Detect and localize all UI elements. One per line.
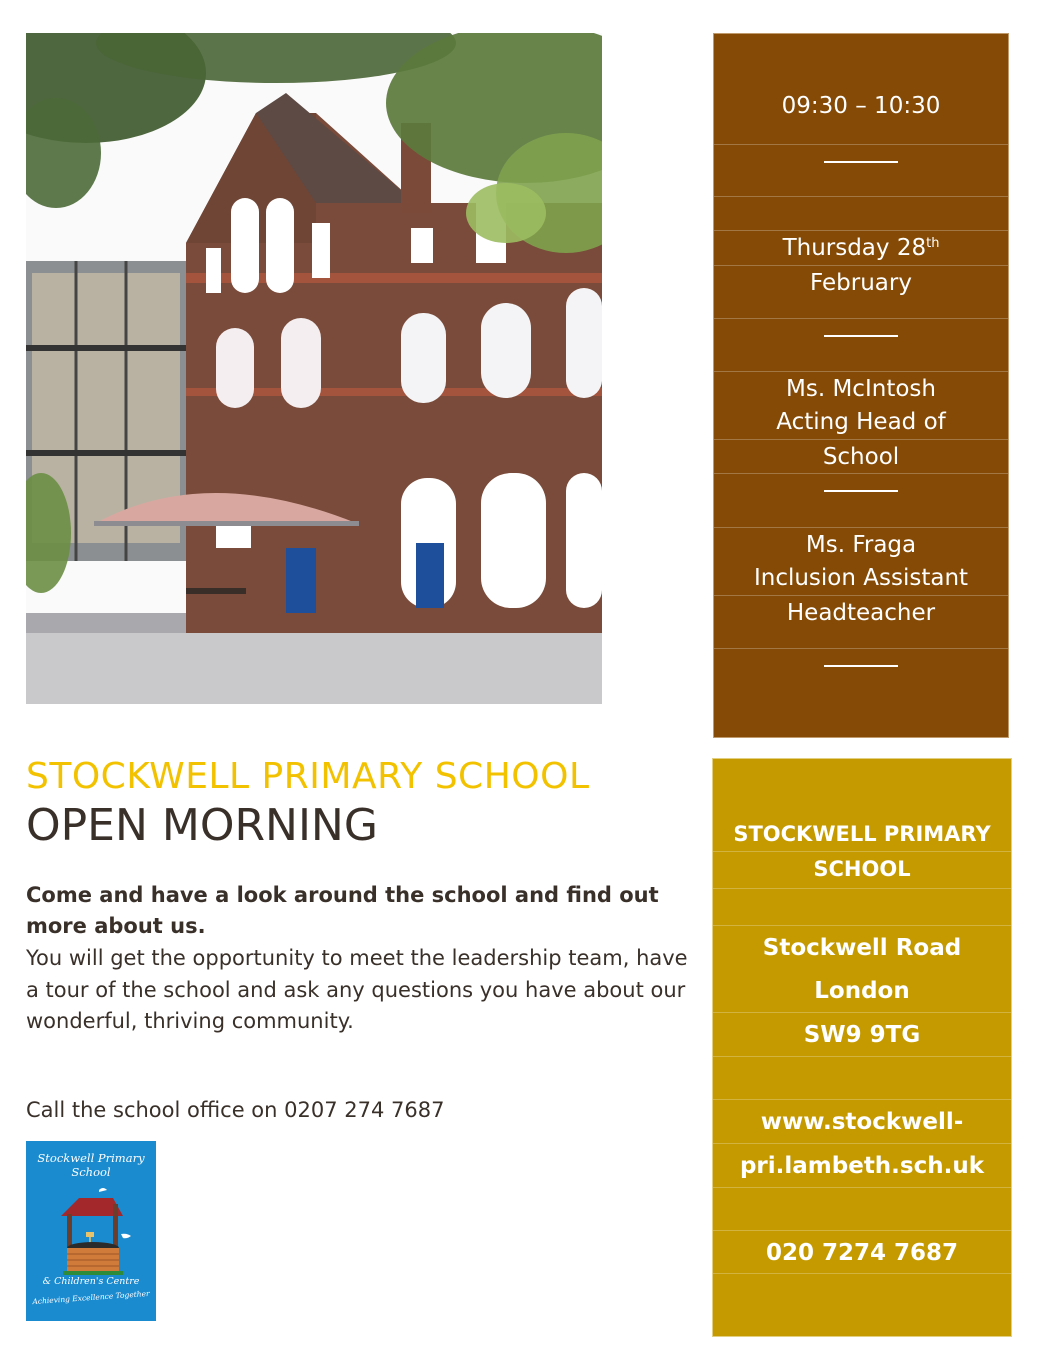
event-title-heading: OPEN MORNING <box>26 800 378 851</box>
phone-number: 020 7274 7687 <box>765 1240 959 1266</box>
event-date-month-row <box>714 265 1008 300</box>
spacer-row <box>713 1187 1011 1231</box>
contact-school-name-row-2 <box>713 851 1011 886</box>
host-2-name: Ms. Fraga <box>805 532 917 558</box>
host-2-name-row <box>714 527 1008 562</box>
host-2-role-row <box>714 561 1008 595</box>
contact-school-name-row <box>713 817 1011 851</box>
building-illustration <box>26 33 602 704</box>
logo-title-line-1: Stockwell Primary <box>37 1151 145 1165</box>
logo-title <box>26 1151 156 1179</box>
divider-row <box>714 318 1008 371</box>
address-city: London <box>814 978 910 1004</box>
call-to-action: Call the school office on 0207 274 7687 <box>26 1098 445 1122</box>
host-1-role-cont: School <box>822 444 900 470</box>
host-2-role-cont: Headteacher <box>786 600 936 626</box>
divider-row <box>714 648 1008 701</box>
divider-rule <box>824 665 898 667</box>
address-street-row <box>713 925 1011 970</box>
spacer-row <box>713 888 1011 926</box>
address-street: Stockwell Road <box>762 935 962 961</box>
host-2-role-row-2 <box>714 595 1008 630</box>
divider-row <box>714 473 1008 526</box>
contact-school-name: STOCKWELL PRIMARY <box>733 822 991 846</box>
host-2-role: Inclusion Assistant <box>753 565 969 591</box>
spacer-row <box>713 1056 1011 1100</box>
website-row[interactable] <box>713 1099 1011 1144</box>
divider-row <box>714 144 1008 197</box>
school-building-photo <box>26 33 602 704</box>
event-date-month: February <box>810 270 912 296</box>
divider-rule <box>824 490 898 492</box>
event-date <box>714 230 1008 265</box>
lead-paragraph: Come and have a look around the school and find out more about us. <box>26 883 659 938</box>
school-logo <box>26 1141 156 1321</box>
spacer-row <box>713 1273 1011 1334</box>
website-link[interactable]: www.stockwell- <box>760 1109 964 1135</box>
contact-details-panel <box>712 758 1012 1337</box>
address-postcode-row <box>713 1012 1011 1057</box>
event-date-day: Thursday 28 <box>782 235 927 261</box>
website-row-2[interactable] <box>713 1143 1011 1188</box>
website-link-cont[interactable]: pri.lambeth.sch.uk <box>739 1153 985 1179</box>
spacer-row <box>714 196 1008 231</box>
host-1-role-row-2 <box>714 439 1008 474</box>
event-details-panel <box>713 33 1009 738</box>
logo-motto: Achieving Excellence Together <box>32 1288 150 1307</box>
phone-row <box>713 1230 1011 1275</box>
school-name-heading: STOCKWELL PRIMARY SCHOOL <box>26 756 590 797</box>
divider-rule <box>824 335 898 337</box>
logo-subtitle: & Children's Centre <box>42 1276 140 1287</box>
contact-school-name-cont: SCHOOL <box>813 857 911 881</box>
host-1-name: Ms. McIntosh <box>786 376 936 402</box>
host-1-role-row <box>714 405 1008 439</box>
address-postcode: SW9 9TG <box>803 1022 921 1048</box>
event-date-suffix: th <box>926 236 940 251</box>
event-time <box>714 89 1008 123</box>
divider-rule <box>824 161 898 163</box>
address-city-row <box>713 969 1011 1013</box>
wishing-well-icon <box>51 1186 136 1276</box>
event-time-text: 09:30 – 10:30 <box>781 93 941 119</box>
host-1-name-row <box>714 371 1008 406</box>
description-paragraph: You will get the opportunity to meet the leadership team, have a tour of the school and ask any questions you have about our wonderful, thriving community. <box>26 946 688 1033</box>
host-1-role: Acting Head of <box>776 409 946 435</box>
logo-title-line-2: School <box>71 1165 111 1179</box>
